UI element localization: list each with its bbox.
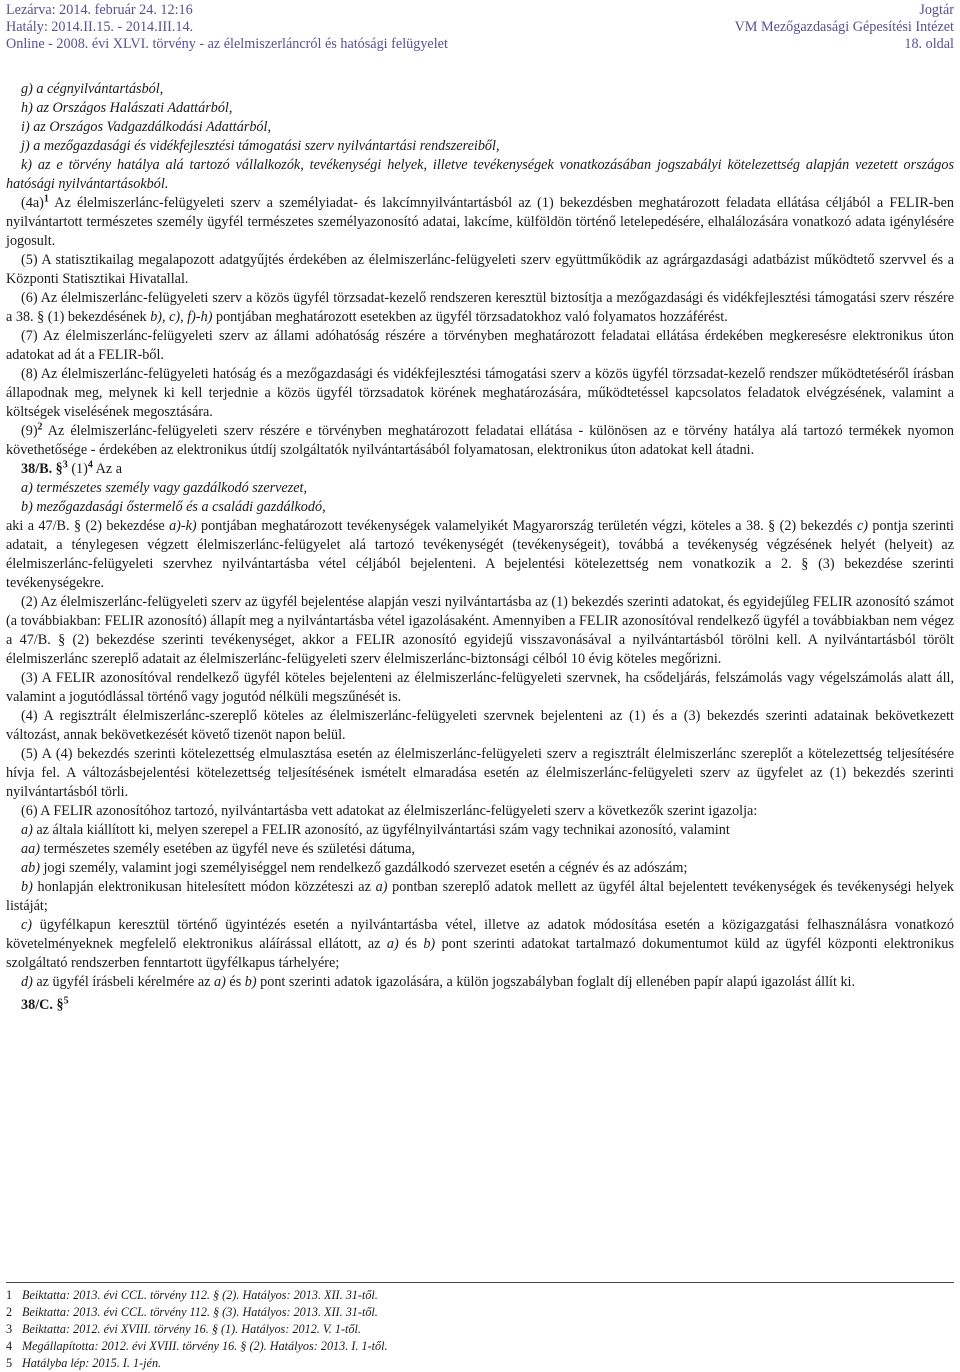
footnote-ref[interactable]: 2 [37, 421, 43, 433]
paragraph-text: pontjában meghatározott tevékenységek valamelyikét Magyarország területén végzi, köteles a 38. § (2) bekezdés [196, 518, 857, 534]
point-text: és [225, 974, 245, 990]
point-ref: b) [423, 936, 436, 952]
section-heading: 38/B. § [21, 461, 63, 477]
paragraph-8: (8) Az élelmiszerlánc-felügyeleti hatóság és a mezőgazdasági és vidékfejlesztési támogatási szerv a közös ügyfél törzsadat-kezelő rendszer működtetéséről írásban állapodnak meg, melynek ki kell terjednie a közös ügyfél törzsadatok körének meghatározására, működtetéssel kapcsolatos feladatok elvégzésének, valamint a költségek viselésének megosztására. [6, 366, 954, 420]
document-body [6, 80, 954, 1015]
point-text: pont szerinti adatokat tartalmazó dokumentumot küld az ügyfél központi elektronikus szolgáltató rendszerben fenntartott ügyfélkapus tárhelyére; [6, 936, 954, 971]
paragraph-5: (5) A statisztikailag megalapozott adatgyűjtés érdekében az élelmiszerlánc-felügyeleti szerv együttműködik az agrárgazdasági adatbázist működtető szervvel és a Központi Statisztikai Hivatallal. [6, 252, 954, 287]
footnote-number: 1 [6, 1288, 13, 1302]
point-text: és [398, 936, 424, 952]
footnote [6, 1287, 954, 1304]
point-text: pontban szereplő adatok mellett az ügyfél által bejelentett tevékenységek és tevékenységi helyek listáját; [6, 879, 954, 914]
header-row-2 [6, 18, 954, 36]
header-row-1 [6, 1, 954, 19]
item-j: j) a mezőgazdasági és vidékfejlesztési támogatási szerv nyilvántartási rendszereiből, [21, 138, 500, 154]
point-label: c) [21, 917, 33, 933]
item-a: a) természetes személy vagy gazdálkodó szervezet, [21, 480, 308, 496]
validity-period: Hatály: 2014.II.15. - 2014.III.14. [6, 19, 194, 35]
footnote-ref[interactable]: 4 [87, 459, 93, 471]
paragraph-text: Az élelmiszerlánc-felügyeleti szerv részére e törvényben meghatározott feladatai ellátása - különösen az e törvény hatálya alá tartozó termékek nyomon követhetősége - érdekében az elektronikus útdíj szolgáltatók nyilvántartásából folyamatosan, elektronikus úton adatokat kell átadni. [6, 423, 954, 458]
footnote-text: Hatályba lép: 2015. I. 1-jén. [22, 1356, 162, 1370]
point-text: ügyfélkapun keresztül történő ügyintézés esetén a nyilvántartásba vétel, illetve az adatok módosítása esetén a közigazgatási felhasználásra vonatkozó követelményeknek megfelelő elektronikus aláírással ellátott, az [6, 917, 954, 952]
point-a [6, 821, 954, 840]
footnote-number: 2 [6, 1305, 13, 1319]
paragraph-9 [6, 422, 954, 460]
paragraph-6 [6, 289, 954, 327]
point-label: a) [21, 822, 33, 838]
point-label: d) [21, 974, 33, 990]
paragraph-text: pontjában meghatározott esetekben az ügyfél törzsadatokhoz való folyamatos hozzáférést. [212, 309, 728, 325]
paragraph-38b-1-tail [6, 517, 954, 593]
closing-date: Lezárva: 2014. február 24. 12:16 [6, 2, 193, 18]
footnote-ref[interactable]: 5 [63, 995, 69, 1007]
point-ref: a) [214, 974, 226, 990]
paragraph-text: (6) Az élelmiszerlánc-felügyeleti szerv a közös ügyfél törzsadat-kezelő rendszeren keresztül biztosítja a mezőgazdasági és vidékfejlesztési támogatási szerv részére a 38. § (1) bekezdésének [6, 290, 954, 325]
paragraph-38b-5: (5) A (4) bekezdés szerinti kötelezettség elmulasztása esetén az élelmiszerlánc-felügyeleti szerv a regisztrált élelmiszerlánc szereplőt a kötelezettség teljesítésére hívja fel. A változásbejelentési kötelezettség teljesítésének ismételt elmaradása esetén az élelmiszerlánc-felügyeleti szerv az ügyfelet az (1) bekezdés szerinti nyilvántartásból törli. [6, 746, 954, 800]
item-b: b) mezőgazdasági őstermelő és a családi gazdálkodó, [21, 499, 326, 515]
paragraph-text: Az élelmiszerlánc-felügyeleti szerv a személyiadat- és lakcímnyilvántartásból az (1) bekezdésben meghatározott feladata ellátása céljából a FELIR-ben nyilvántartott természetes személy ügyfél természetes személyazonosító adatai, lakcíme, külföldön történő letelepedésére, elhalálozására vonatkozó adata igénylésére jogosult. [6, 195, 954, 249]
point-ref: b) [244, 974, 257, 990]
paragraph-4a [6, 194, 954, 251]
footnote [6, 1355, 954, 1372]
paragraph-38b-2: (2) Az élelmiszerlánc-felügyeleti szerv az ügyfél bejelentése alapján veszi nyilvántartásba az (1) bekezdés szerinti adatokat, és egyidejűleg FELIR azonosító számot (a továbbiakban: FELIR azonosító) állapít meg a nyilvántartásba vétel igazolásaként. Amennyiben a FELIR azonosítóval rendelkező ügyfél a továbbiakban nem végez a 47/B. § (2) bekezdése szerinti tevékenységet, akkor a FELIR azonosító egyidejű visszavonásával a nyilvántartásból törölni kell. A nyilvántartásból törölt élelmiszerlánc szereplő adatait az élelmiszerlánc-felügyeleti szerv élelmiszerlánc-biztonsági célból 10 évig köteles megőrizni. [6, 594, 954, 667]
paragraph-number: (4a) [21, 195, 44, 211]
section-38c [6, 996, 954, 1015]
paragraph-number: (9) [21, 423, 38, 439]
page-header [0, 0, 960, 58]
point-ref: c) [856, 518, 868, 534]
footnote-text: Beiktatta: 2013. évi CCL. törvény 112. § (3). Hatályos: 2013. XII. 31-től. [22, 1305, 378, 1319]
footnote-text: Megállapította: 2012. évi XVIII. törvény 16. § (2). Hatályos: 2013. I. 1-től. [22, 1339, 388, 1353]
footnote-text: Beiktatta: 2012. évi XVIII. törvény 16. § (1). Hatályos: 2012. V. 1-től. [22, 1322, 361, 1336]
point-label: aa) [21, 841, 40, 857]
paragraph-number: (1) [67, 461, 88, 477]
footnotes [6, 1282, 954, 1372]
point-b [6, 878, 954, 916]
footnote-ref[interactable]: 3 [62, 459, 68, 471]
paragraph-38b-6: (6) A FELIR azonosítóhoz tartozó, nyilvántartásba vett adatokat az élelmiszerlánc-felügyeleti szerv a következők szerint igazolja: [21, 803, 758, 819]
point-text: természetes személy esetében az ügyfél neve és születési dátuma, [39, 841, 415, 857]
point-text: honlapján elektronikusan hitelesített módon közzéteszi az [32, 879, 376, 895]
footnote [6, 1304, 954, 1321]
point-text: az ügyfél írásbeli kérelmére az [32, 974, 215, 990]
point-c [6, 916, 954, 973]
paragraph-7: (7) Az élelmiszerlánc-felügyeleti szerv az állami adóhatóság részére a törvényben meghatározott feladatai ellátása érdekében megkeresésre elektronikus úton adatokat ad át a FELIR-ből. [6, 328, 954, 363]
paragraph-38b-4: (4) A regisztrált élelmiszerlánc-szereplő köteles az élelmiszerlánc-felügyeleti szervnek bejelenteni az (1) és a (3) bekezdés szerinti adatainak bekövetkezett változást, annak bekövetkezését követő tizenöt napon belül. [6, 708, 954, 743]
item-i: i) az Országos Vadgazdálkodási Adattárból, [21, 119, 272, 135]
footnote-number: 3 [6, 1322, 13, 1336]
item-g: g) a cégnyilvántartásból, [21, 81, 164, 97]
footnote [6, 1338, 954, 1355]
point-aa [6, 840, 954, 859]
point-text: pont szerinti adatok igazolására, a külön jogszabályban foglalt díj ellenében papír alapú igazolást állít ki. [256, 974, 856, 990]
law-title: Online - 2008. évi XLVI. törvény - az élelmiszerláncról és hatósági felügyelet [6, 36, 448, 52]
paragraph-38b-3: (3) A FELIR azonosítóval rendelkező ügyfél köteles bejelenteni az élelmiszerlánc-felügyeleti szervnek, ha csődeljárás, felszámolás vagy végelszámolás alatt áll, valamint a jogutódlással történő vagy jogutód nélküli megszűnését is. [6, 670, 954, 705]
item-h: h) az Országos Halászati Adattárból, [21, 100, 233, 116]
paragraph-text: Az a [92, 461, 123, 477]
header-row-3 [6, 35, 954, 53]
footnote-text: Beiktatta: 2013. évi CCL. törvény 112. § (2). Hatályos: 2013. XII. 31-től. [22, 1288, 378, 1302]
point-text: jogi személy, valamint jogi személyiséggel nem rendelkező gazdálkodó szervezet esetén a cégnév és az adószám; [39, 860, 688, 876]
section-38b [6, 460, 954, 479]
point-label: b) [21, 879, 33, 895]
institute-name: VM Mezőgazdasági Gépesítési Intézet [734, 19, 954, 35]
point-ref: a) [375, 879, 388, 895]
publisher-name: Jogtár [919, 2, 954, 18]
footnote-ref[interactable]: 1 [43, 193, 49, 205]
point-ref: a)-k) [169, 518, 197, 534]
paragraph-text: aki a 47/B. § (2) bekezdése [6, 518, 170, 534]
point-d [6, 973, 954, 992]
point-ab [6, 859, 954, 878]
point-text: az általa kiállított ki, melyen szerepel a FELIR azonosító, az ügyfélnyilvántartási szám vagy technikai azonosító, valamint [32, 822, 730, 838]
footnote-number: 4 [6, 1339, 13, 1353]
page-number: 18. oldal [904, 36, 954, 52]
point-label: ab) [21, 860, 40, 876]
footnote-number: 5 [6, 1356, 13, 1370]
item-k: k) az e törvény hatálya alá tartozó vállalkozók, tevékenységi helyek, illetve tevékenységek vonatkozásában jogszabályi kötelezettség alapján vezetett országos hatósági nyilvántartásokból. [6, 157, 954, 192]
paragraph-text: pontja szerinti adatait, a ténylegesen végzett élelmiszerlánc-felügyelet alá tartozó tevékenységét (tevékenységeit), továbbá a tevékenység végzésének helyét (helyeit) az élelmiszerlánc-felügyeleti szervhez nyilvántartásba vétel céljából bejelenteni. A bejelentési kötelezettség nem vonatkozik a 2. § (3) bekezdése szerinti tevékenységekre. [6, 518, 954, 591]
section-heading: 38/C. § [21, 997, 64, 1013]
footnote [6, 1321, 954, 1338]
point-ref: b), c), f)-h) [150, 309, 213, 325]
point-ref: a) [386, 936, 399, 952]
